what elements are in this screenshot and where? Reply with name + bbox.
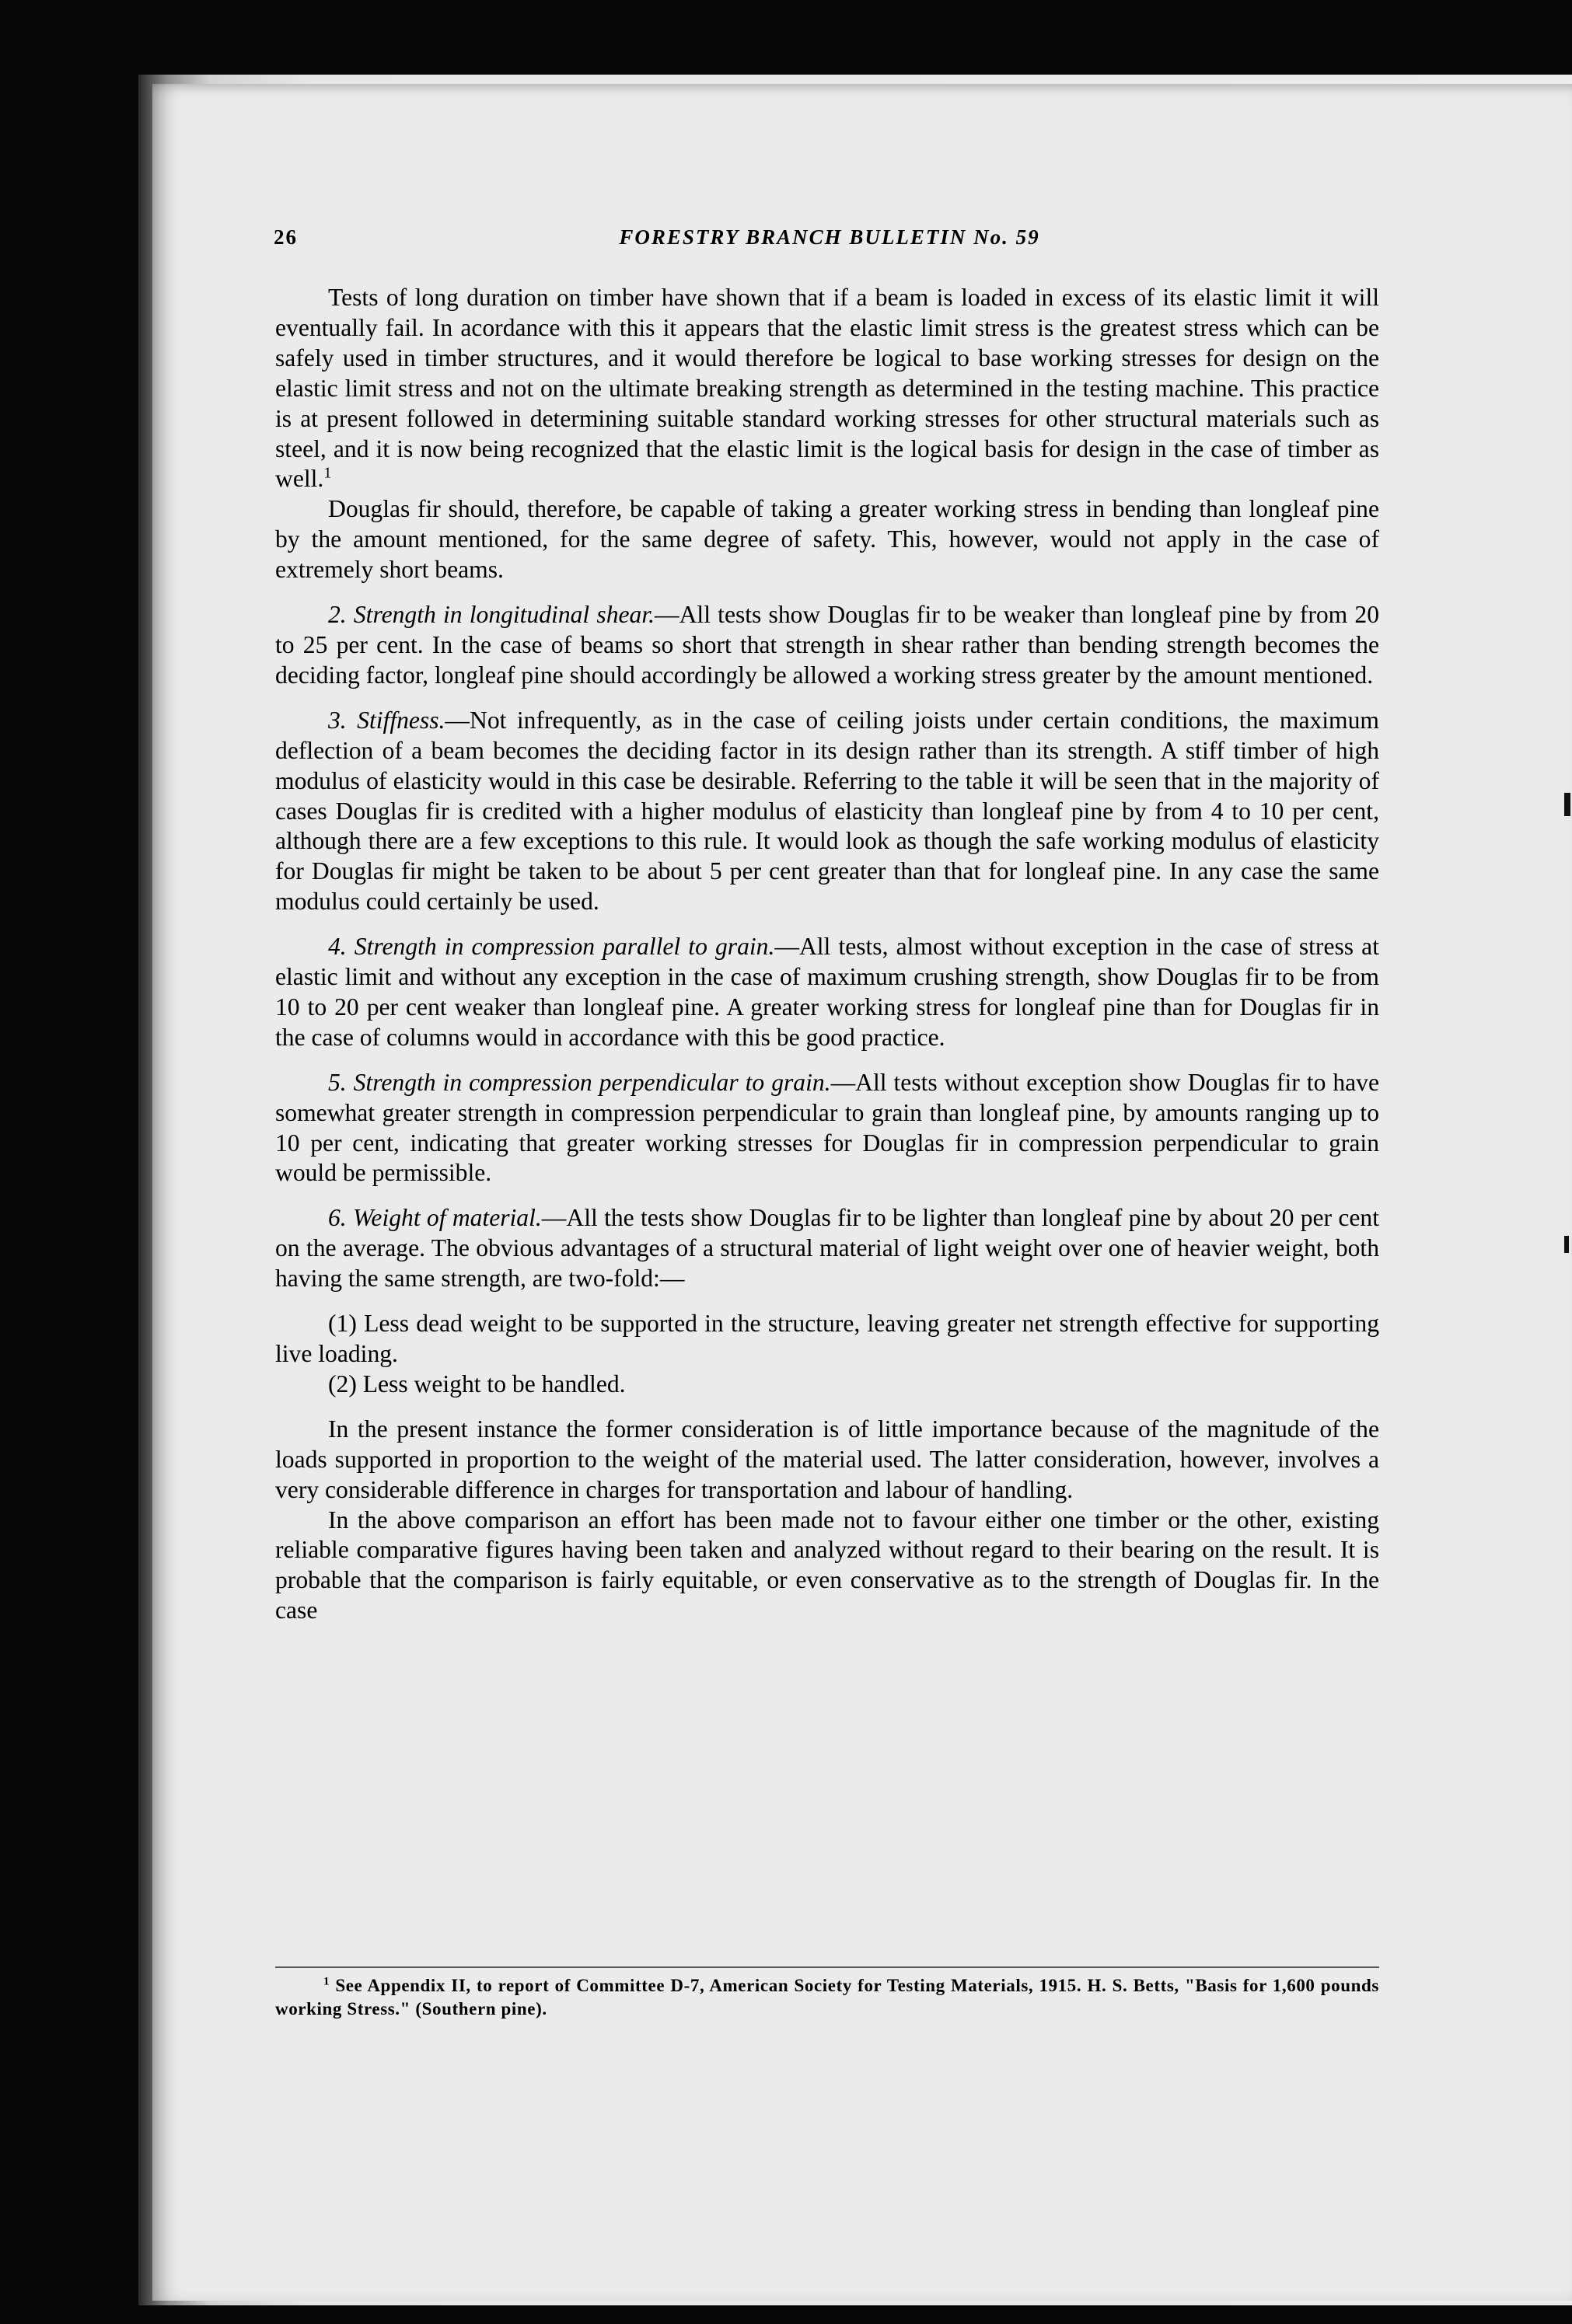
section-heading: 2. Strength in longitudinal shear. [328, 601, 655, 629]
footnote-ref: 1 [323, 464, 332, 482]
paragraph-text: In the present instance the former consideration is of little importance because of the magnitude of the loads supported in proportion to the weight of the material used. The latter consideration, however, involves a very considerable difference in charges for transportation and labour of handling. [275, 1415, 1379, 1503]
section-heading: 3. Stiffness. [328, 706, 445, 734]
list-item-text: (1) Less dead weight to be supported in the structure, leaving greater net strength effective for supporting live loading. [275, 1310, 1379, 1367]
paragraph [275, 283, 1379, 494]
paragraph-text: Douglas fir should, therefore, be capable of taking a greater working stress in bending than longleaf pine by the amount mentioned, for the same degree of safety. This, however, would not apply in the case of extremely short beams. [275, 495, 1379, 584]
paragraph [275, 1415, 1379, 1506]
paragraph-text: —All tests, almost without exception in the case of stress at elastic limit and without any exception in the case of maximum crushing strength, show Douglas fir to be from 10 to 20 per cent weaker than longleaf pine. A greater working stress for longleaf pine than for Douglas fir in the case of columns would in accordance with this be good practice. [275, 933, 1379, 1051]
paragraph-shear [275, 600, 1379, 691]
paragraph [275, 494, 1379, 585]
footnote-text: See Appendix II, to report of Committee D-7, American Society for Testing Materials, 1915. H. S. Betts, "Basis for 1,600 pounds working Stress." (Southern pine). [275, 1976, 1379, 2019]
edge-mark [1564, 793, 1570, 816]
footnote-divider [275, 1966, 1379, 1968]
paragraph-stiffness [275, 706, 1379, 917]
paragraph-text: —All the tests show Douglas fir to be lighter than longleaf pine by about 20 per cent on the average. The obvious advantages of a structural material of light weight over one of heavier weight, both having the same strength, are two-fold:— [275, 1204, 1379, 1293]
paragraph-weight [275, 1203, 1379, 1294]
paragraph-text: —Not infrequently, as in the case of ceiling joists under certain conditions, the maximum deflection of a beam becomes the deciding factor in its design rather than its strength. A stiff timber of high modulus of elasticity would in this case be desirable. Referring to the table it will be seen that in the majority of cases Douglas fir is credited with a higher modulus of elasticity than longleaf pine by from 4 to 10 per cent, although there are a few exceptions to this rule. It would look as though the safe working modulus of elasticity for Douglas fir might be taken to be about 5 per cent greater than that for longleaf pine. In any case the same modulus could certainly be used. [275, 706, 1380, 916]
page-header [274, 225, 1385, 253]
page-number: 26 [274, 225, 298, 249]
paragraph-text: —All tests show Douglas fir to be weaker than longleaf pine by from 20 to 25 per cent. In the case of beams so short that strength in shear rather than bending strength becomes the deciding factor, longleaf pine should accordingly be allowed a working stress greater by the amount mentioned. [275, 601, 1380, 689]
paragraph-text: Tests of long duration on timber have shown that if a beam is loaded in excess of its elastic limit it will eventually fail. In acordance with this it appears that the elastic limit stress is the greatest stress which can be safely used in timber structures, and it would therefore be logical to base working stresses for design on the elastic limit stress and not on the ultimate breaking strength as determined in the testing machine. This practice is at present followed in determining suitable standard working stresses for other structural materials such as steel, and it is now being recognized that the elastic limit is the logical basis for design in the case of timber as well. [275, 284, 1379, 493]
running-title: FORESTRY BRANCH BULLETIN No. 59 [619, 225, 1040, 249]
footnote-marker: 1 [323, 1975, 330, 1988]
paragraph-text: In the above comparison an effort has been made not to favour either one timber or the other, existing reliable comparative figures having been taken and analyzed without regard to their bearing on the result. It is probable that the comparison is fairly equitable, or even conservative as to the strength of Douglas fir. In the case [275, 1506, 1379, 1624]
paragraph [275, 1506, 1379, 1627]
list-item [275, 1370, 1379, 1400]
body-text [275, 283, 1379, 1626]
paragraph-compression-perpendicular [275, 1068, 1379, 1189]
section-heading: 4. Strength in compression parallel to grain. [328, 933, 775, 961]
section-heading: 5. Strength in compression perpendicular to grain. [328, 1068, 831, 1096]
section-heading: 6. Weight of material. [328, 1204, 542, 1232]
list-item-text: (2) Less weight to be handled. [328, 1370, 626, 1398]
edge-mark [1564, 1236, 1569, 1253]
footnote [275, 1974, 1379, 2021]
paragraph-compression-parallel [275, 932, 1379, 1053]
paragraph-text: —All tests without exception show Douglas fir to have somewhat greater strength in compression perpendicular to grain than longleaf pine, by amounts ranging up to 10 per cent, indicating that greater working stresses for Douglas fir in compression perpendicular to grain would be permissible. [275, 1068, 1379, 1187]
list-item [275, 1309, 1379, 1370]
